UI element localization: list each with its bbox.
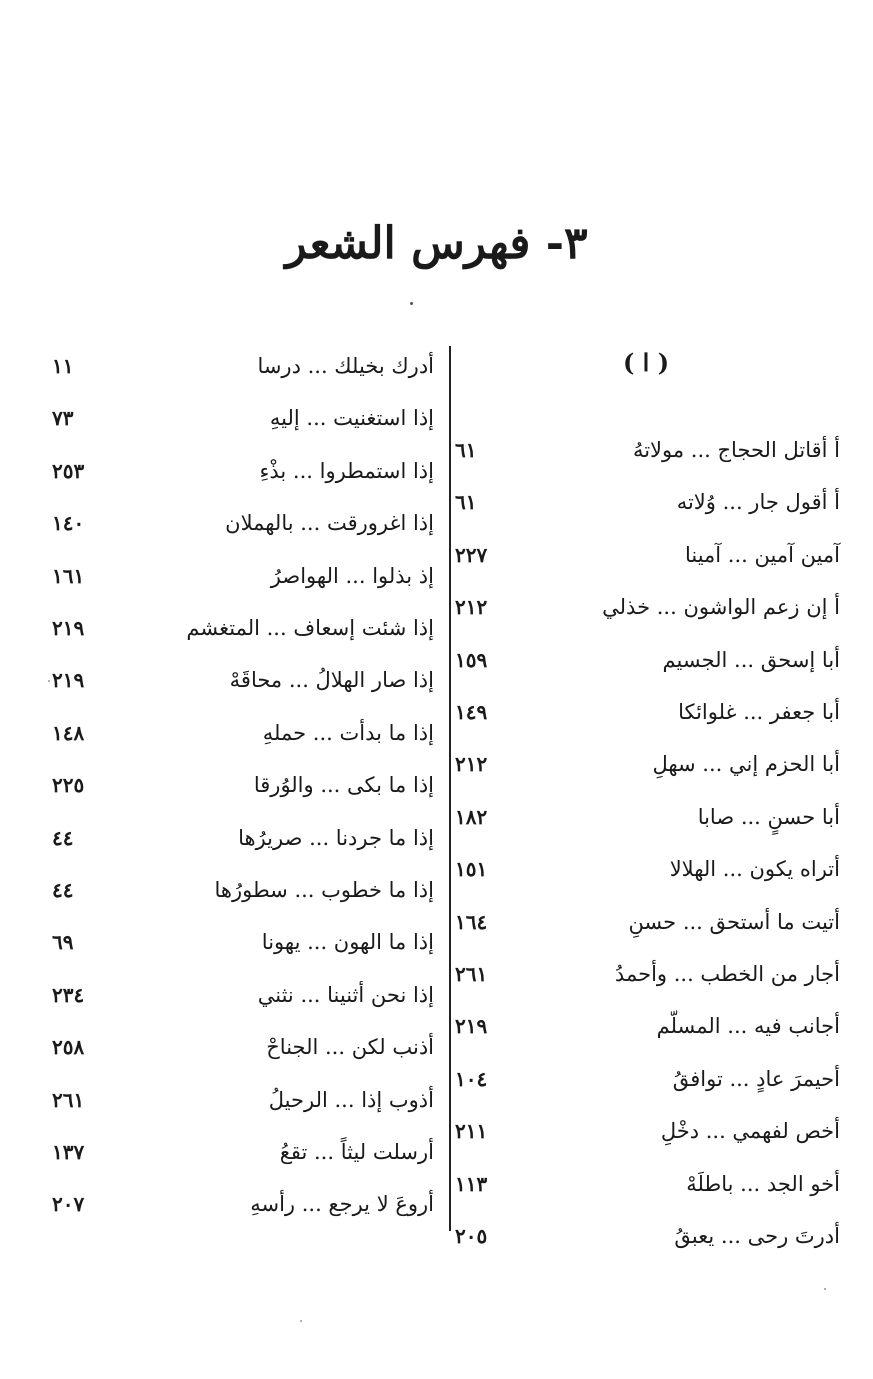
index-entry [455, 482, 840, 522]
page-number: ٤٤ [52, 878, 74, 902]
page-number: ٢٠٥ [455, 1224, 488, 1248]
page-number: ٢٢٧ [455, 543, 488, 567]
page-number: ٢١٩ [455, 1014, 488, 1038]
page-number: ١٤٨ [52, 721, 85, 745]
verse-incipit: أبا إسحق ... الجسيم [662, 648, 840, 672]
verse-incipit: أجار من الخطب ... وأحمدُ [614, 962, 840, 986]
index-entry [455, 535, 840, 575]
verse-incipit: أرسلت ليثاً ... تقعُ [279, 1140, 434, 1164]
index-entry [52, 870, 434, 910]
verse-incipit: إذا صار الهلالُ ... محاقَهْ [229, 668, 434, 692]
index-entry [52, 503, 434, 543]
index-entry [455, 1111, 840, 1151]
verse-incipit: أروعَ لا يرجع ... رأسهِ [250, 1192, 434, 1216]
index-entry [52, 660, 434, 700]
page-number: ٢١٢ [455, 595, 488, 619]
index-entry [52, 1184, 434, 1224]
page-number: ٢١٩ [52, 668, 85, 692]
index-entry [52, 765, 434, 805]
page-number: ١٥١ [455, 857, 488, 881]
verse-incipit: أبا الحزم إني ... سهلِ [652, 752, 840, 776]
index-entry [455, 587, 840, 627]
index-entry [455, 1216, 840, 1256]
verse-incipit: إذا نحن أثنينا ... نثني [257, 983, 434, 1007]
index-entry [455, 744, 840, 784]
index-entry [52, 713, 434, 753]
index-entry [455, 1006, 840, 1046]
page-number: ٢٥٣ [52, 459, 85, 483]
index-entry [52, 818, 434, 858]
page-title: ٣- فهرس الشعر [285, 218, 588, 269]
column-divider [449, 346, 451, 1231]
index-entry [455, 692, 840, 732]
page-number: ١١٣ [455, 1172, 488, 1196]
verse-incipit: إذا ما جردنا ... صريرُها [238, 826, 434, 850]
verse-incipit: إذا استغنيت ... إليهِ [269, 406, 434, 430]
verse-incipit: أ أقاتل الحجاج ... مولاتهُ [632, 438, 840, 462]
verse-incipit: أتراه يكون ... الهلالا [669, 857, 840, 881]
section-heading: ( ا ) [622, 348, 670, 377]
page-number: ٢٣٤ [52, 983, 85, 1007]
page-number: ٢١٩ [52, 616, 85, 640]
page-number: ١٨٢ [455, 805, 488, 829]
page-number: ١٦٤ [455, 910, 488, 934]
verse-incipit: أبا جعفر ... غلوائكا [678, 700, 840, 724]
index-entry [52, 451, 434, 491]
verse-incipit: أدرتَ رحى ... يعبقُ [674, 1224, 840, 1248]
page-number: ١٤٠ [52, 511, 85, 535]
page-number: ٢٢٥ [52, 773, 85, 797]
page-number: ٢٥٨ [52, 1035, 85, 1059]
index-entry [455, 1164, 840, 1204]
verse-incipit: أ أقول جار ... وُلاته [676, 490, 840, 514]
index-entry [455, 797, 840, 837]
paper-speck [824, 1288, 826, 1290]
page-number: ٦١ [455, 490, 477, 514]
verse-incipit: أدرك بخيلك ... درسا [257, 354, 434, 378]
verse-incipit: إذا ما الهون ... يهونا [261, 930, 434, 954]
verse-incipit: إذا استمطروا ... بذْءِ [259, 459, 434, 483]
verse-incipit: أحيمرَ عادٍ ... توافقُ [672, 1067, 840, 1091]
verse-incipit: إذا ما بكى ... والوُرقا [253, 773, 434, 797]
verse-incipit: أجانب فيه ... المسلّم [656, 1014, 840, 1038]
index-entry [52, 556, 434, 596]
page-number: ١٠٤ [455, 1067, 488, 1091]
verse-incipit: أبا حسنٍ ... صابا [697, 805, 840, 829]
page-number: ٢٠٧ [52, 1192, 85, 1216]
page-number: ٢٦١ [455, 962, 488, 986]
verse-incipit: آمين آمين ... آمينا [684, 543, 840, 567]
index-entry [455, 954, 840, 994]
page-number: ١٦١ [52, 564, 85, 588]
index-entry [52, 975, 434, 1015]
verse-incipit: أخو الجد ... باطلَهْ [686, 1172, 840, 1196]
index-entry [455, 430, 840, 470]
page-number: ١٥٩ [455, 648, 488, 672]
index-entry [455, 1059, 840, 1099]
verse-incipit: إذا ما خطوب ... سطورُها [214, 878, 434, 902]
title-ornament-dot [410, 302, 413, 305]
verse-incipit: أ إن زعم الواشون ... خذلي [602, 595, 840, 619]
index-entry [52, 398, 434, 438]
page-number: ٦٩ [52, 930, 74, 954]
verse-incipit: أذنب لكن ... الجناحْ [266, 1035, 434, 1059]
verse-incipit: إذا اغرورقت ... بالهملان [225, 511, 434, 535]
page-number: ١١ [52, 354, 74, 378]
verse-incipit: إذ بذلوا ... الهواصرُ [270, 564, 434, 588]
index-entry [52, 1132, 434, 1172]
index-entry [52, 922, 434, 962]
page-number: ٢١٢ [455, 752, 488, 776]
page-number: ١٤٩ [455, 700, 488, 724]
verse-incipit: أتيت ما أستحق ... حسنِ [628, 910, 840, 934]
paper-speck [48, 680, 50, 682]
verse-incipit: إذا شئت إسعاف ... المتغشم [186, 616, 434, 640]
page-number: ٦١ [455, 438, 477, 462]
index-entry [52, 1027, 434, 1067]
index-entry [455, 849, 840, 889]
page-number: ٧٣ [52, 406, 74, 430]
page-number: ١٣٧ [52, 1140, 85, 1164]
page-number: ٢٦١ [52, 1088, 85, 1112]
index-entry [455, 902, 840, 942]
verse-incipit: أذوب إذا ... الرحيلُ [268, 1088, 434, 1112]
index-entry [52, 1080, 434, 1120]
index-entry [52, 346, 434, 386]
index-entry [52, 608, 434, 648]
verse-incipit: إذا ما بدأت ... حملهِ [262, 721, 434, 745]
verse-incipit: أخص لفهمي ... دخْلِ [660, 1119, 840, 1143]
paper-speck [300, 1320, 302, 1322]
page-number: ٢١١ [455, 1119, 488, 1143]
index-entry [455, 640, 840, 680]
page-number: ٤٤ [52, 826, 74, 850]
